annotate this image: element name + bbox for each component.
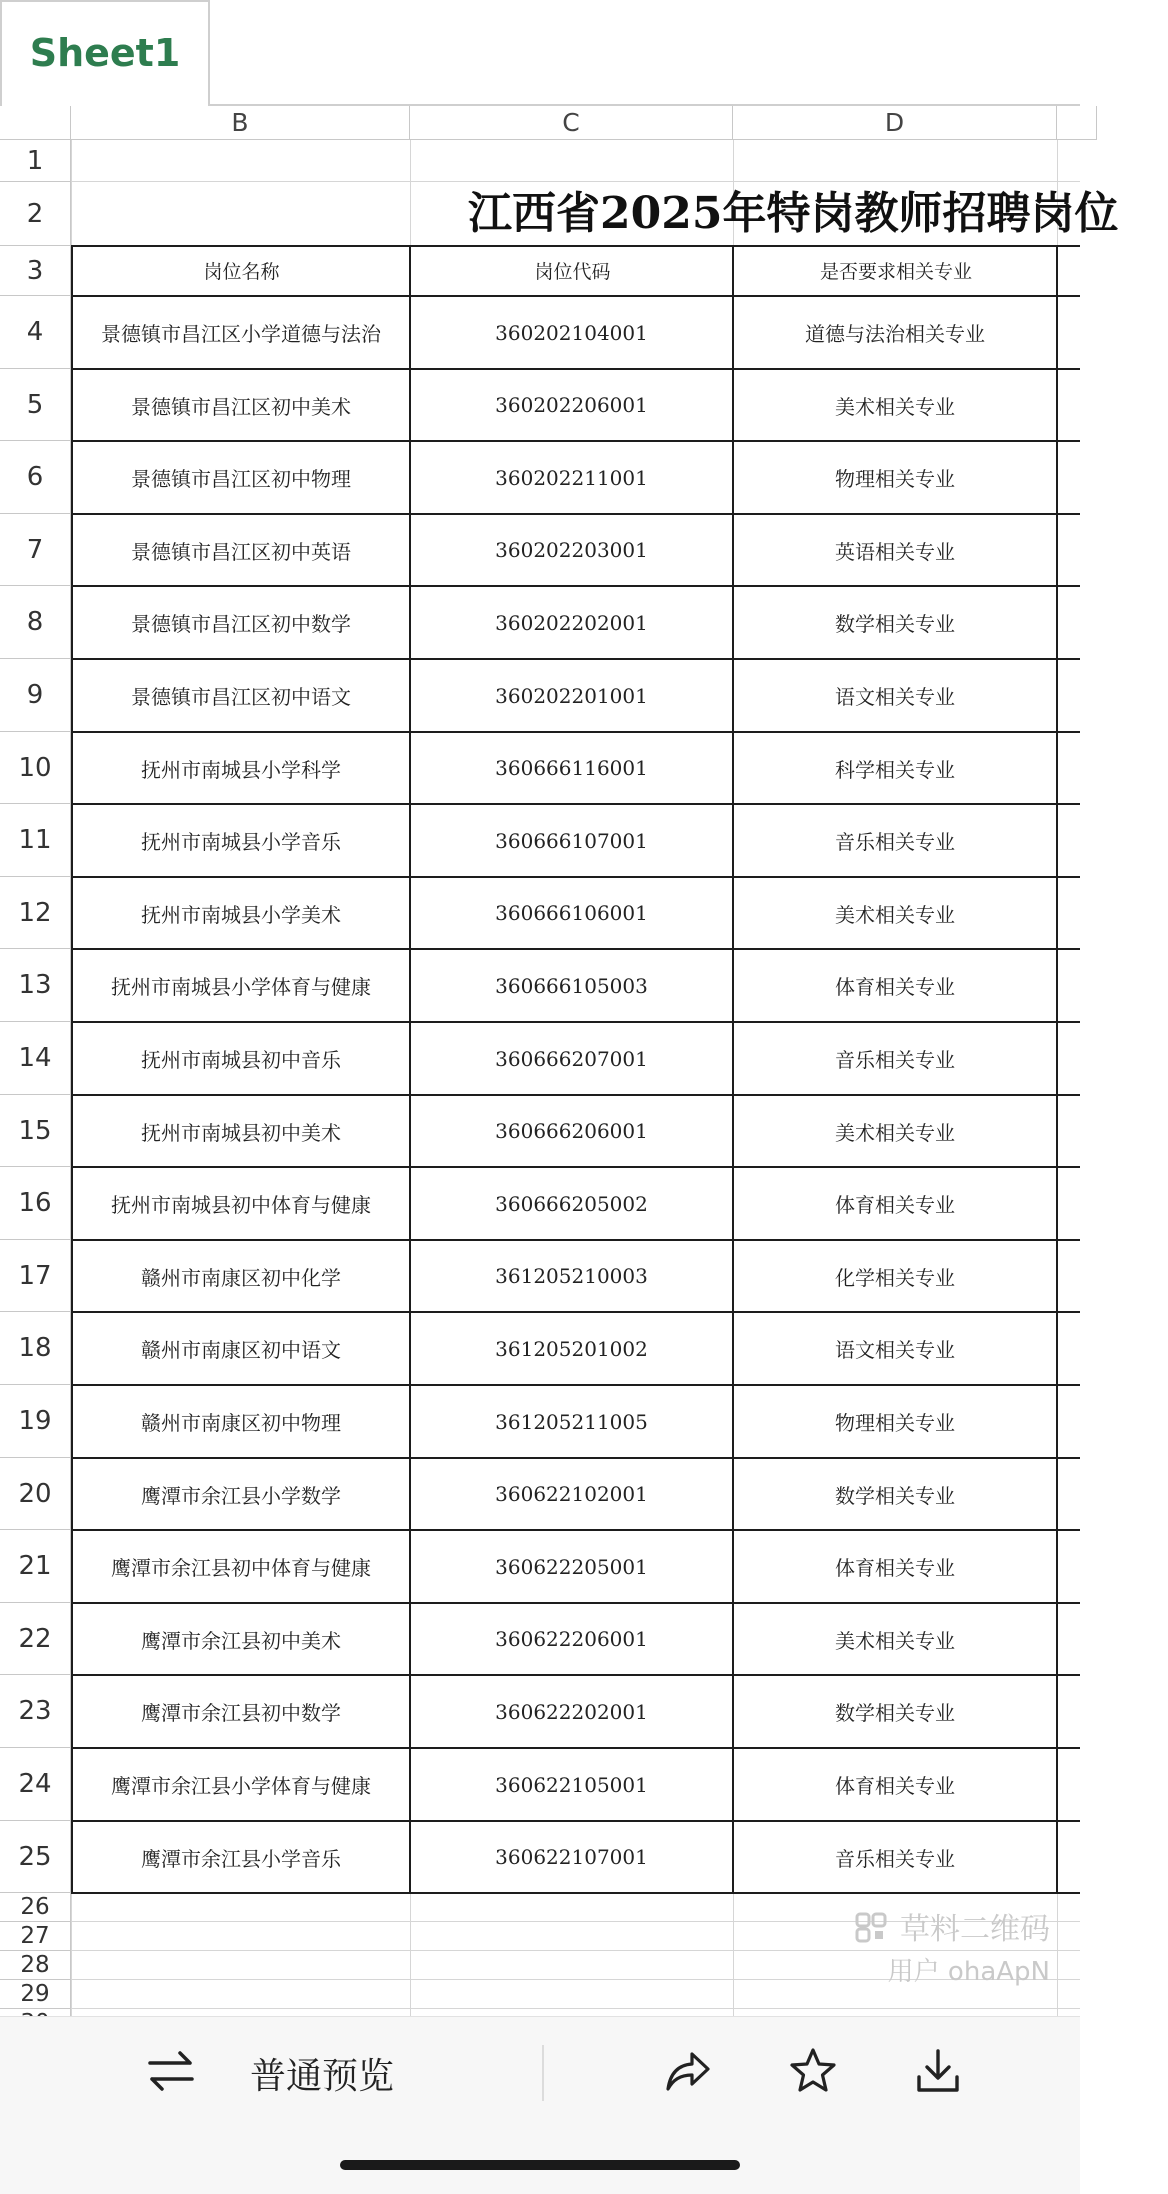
row-header[interactable]: 10 <box>0 732 71 804</box>
sheet-tab-sheet1[interactable] <box>0 0 210 104</box>
column-header-c[interactable]: C <box>410 106 733 140</box>
row-header[interactable]: 24 <box>0 1748 71 1821</box>
cell-major-required[interactable]: 音乐相关专业 <box>835 830 955 854</box>
cell-position-name[interactable]: 景德镇市昌江区初中美术 <box>131 394 351 419</box>
cell-position-code[interactable]: 360202203001 <box>495 538 648 562</box>
cell-position-name[interactable]: 鹰潭市余江县小学数学 <box>141 1483 341 1508</box>
row-header[interactable]: 19 <box>0 1385 71 1458</box>
cell-position-name[interactable]: 抚州市南城县初中美术 <box>141 1120 341 1145</box>
cell-position-name[interactable]: 抚州市南城县小学体育与健康 <box>111 975 371 999</box>
cell-position-name[interactable]: 景德镇市昌江区初中语文 <box>131 685 351 709</box>
cell-position-name[interactable]: 抚州市南城县小学音乐 <box>141 830 341 854</box>
cell-position-name[interactable]: 抚州市南城县初中体育与健康 <box>111 1193 371 1217</box>
share-button[interactable] <box>658 2045 718 2101</box>
cell-major-required[interactable]: 美术相关专业 <box>835 902 955 927</box>
row-header[interactable]: 13 <box>0 949 71 1022</box>
row-header[interactable]: 7 <box>0 514 71 586</box>
home-indicator[interactable] <box>340 2160 740 2170</box>
row-header[interactable]: 21 <box>0 1530 71 1603</box>
row-header[interactable]: 14 <box>0 1022 71 1095</box>
cell-position-name[interactable]: 赣州市南康区初中化学 <box>141 1265 341 1290</box>
cell-position-name[interactable]: 景德镇市昌江区初中数学 <box>131 612 351 636</box>
row-header[interactable]: 1 <box>0 140 71 182</box>
cell-position-code[interactable]: 360202206001 <box>495 393 648 417</box>
row-header[interactable]: 28 <box>0 1951 71 1980</box>
cell-major-required[interactable]: 体育相关专业 <box>835 1556 955 1580</box>
cell-position-code[interactable]: 360666106001 <box>495 901 648 925</box>
row-header[interactable]: 3 <box>0 246 71 296</box>
row-header[interactable]: 22 <box>0 1603 71 1675</box>
swap-button[interactable] <box>140 2045 202 2101</box>
header-cell-position-name[interactable]: 岗位名称 <box>203 261 280 283</box>
row-header[interactable]: 27 <box>0 1922 71 1951</box>
cell-position-code[interactable]: 360622205001 <box>495 1554 648 1579</box>
cell-position-name[interactable]: 鹰潭市余江县小学音乐 <box>141 1846 341 1871</box>
column-header-d[interactable]: D <box>733 106 1057 140</box>
cell-position-code[interactable]: 360666207001 <box>495 1046 648 1071</box>
row-header[interactable]: 26 <box>0 1893 71 1922</box>
watermark-user-text: 用户 ohaApN <box>887 1957 1050 1987</box>
cell-major-required[interactable]: 体育相关专业 <box>835 1774 955 1798</box>
cell-major-required[interactable]: 物理相关专业 <box>835 1411 955 1435</box>
row-header[interactable]: 15 <box>0 1095 71 1167</box>
corner-header[interactable] <box>0 106 71 140</box>
cell-major-required[interactable]: 物理相关专业 <box>835 467 955 491</box>
cell-position-code[interactable]: 360666205002 <box>495 1191 648 1216</box>
cell-major-required[interactable]: 化学相关专业 <box>835 1265 955 1290</box>
cell-position-name[interactable]: 抚州市南城县初中音乐 <box>141 1048 341 1072</box>
row-header[interactable]: 16 <box>0 1167 71 1240</box>
cell-position-name[interactable]: 抚州市南城县小学科学 <box>141 757 341 782</box>
cell-position-name[interactable]: 鹰潭市余江县小学体育与健康 <box>111 1774 371 1798</box>
cell-position-name[interactable]: 景德镇市昌江区初中英语 <box>131 539 351 564</box>
cell-position-name[interactable]: 抚州市南城县小学美术 <box>141 902 341 927</box>
toolbar-divider <box>542 2045 544 2101</box>
cell-major-required[interactable]: 音乐相关专业 <box>835 1048 955 1072</box>
cell-position-code[interactable]: 360202104001 <box>495 320 648 345</box>
sheet-tab-bar <box>0 0 1080 106</box>
header-cell-major-required[interactable]: 是否要求相关专业 <box>819 261 972 283</box>
cell-major-required[interactable]: 英语相关专业 <box>835 539 955 564</box>
cell-position-code[interactable]: 360666116001 <box>495 756 648 780</box>
cell-major-required[interactable]: 数学相关专业 <box>835 612 955 636</box>
cell-major-required[interactable]: 体育相关专业 <box>835 1193 955 1217</box>
row-header[interactable]: 6 <box>0 441 71 514</box>
cell-major-required[interactable]: 数学相关专业 <box>835 1701 955 1725</box>
cell-position-code[interactable]: 361205211005 <box>495 1409 648 1434</box>
qr-logo-icon <box>856 1912 900 1947</box>
sheet-tab-label: Sheet1 <box>29 31 181 75</box>
cell-position-code[interactable]: 360202211001 <box>495 465 648 490</box>
row-header[interactable]: 11 <box>0 804 71 877</box>
cell-position-name[interactable]: 鹰潭市余江县初中体育与健康 <box>111 1556 371 1580</box>
cell-major-required[interactable]: 美术相关专业 <box>835 394 955 419</box>
cell-position-code[interactable]: 360202201001 <box>495 683 648 708</box>
cell-position-code[interactable]: 360622206001 <box>495 1627 648 1651</box>
watermark-logo-text: 草料二维码 <box>856 1904 1050 1948</box>
cell-major-required[interactable]: 道德与法治相关专业 <box>805 322 985 346</box>
row-header[interactable]: 20 <box>0 1458 71 1530</box>
row-header[interactable]: 29 <box>0 1980 71 2009</box>
cell-position-name[interactable]: 赣州市南康区初中语文 <box>141 1338 341 1362</box>
cell-major-required[interactable]: 音乐相关专业 <box>835 1846 955 1871</box>
share-icon <box>664 2049 712 2097</box>
cell-position-name[interactable]: 鹰潭市余江县初中数学 <box>141 1701 341 1725</box>
favorite-button[interactable] <box>783 2045 843 2101</box>
row-header[interactable]: 2 <box>0 182 71 246</box>
column-header-b[interactable]: B <box>71 106 410 140</box>
gridline-horizontal <box>71 2008 1080 2009</box>
table-border-vertical <box>1056 245 1058 1894</box>
column-header-e[interactable] <box>1057 106 1097 140</box>
cell-position-code[interactable]: 360666107001 <box>495 828 648 853</box>
star-icon <box>788 2047 838 2099</box>
spreadsheet-grid[interactable] <box>0 106 1119 2015</box>
cell-position-code[interactable]: 361205210003 <box>495 1264 648 1288</box>
cell-position-code[interactable]: 360202202001 <box>495 610 648 635</box>
cell-position-name[interactable]: 景德镇市昌江区初中物理 <box>131 467 351 491</box>
download-icon <box>914 2047 962 2099</box>
cell-major-required[interactable]: 美术相关专业 <box>835 1628 955 1653</box>
swap-icon <box>146 2049 196 2097</box>
row-header[interactable]: 8 <box>0 586 71 659</box>
cell-major-required[interactable]: 语文相关专业 <box>835 1338 955 1362</box>
row-header[interactable]: 4 <box>0 296 71 369</box>
cell-major-required[interactable]: 数学相关专业 <box>835 1483 955 1508</box>
download-button[interactable] <box>908 2045 968 2101</box>
row-header[interactable]: 25 <box>0 1821 71 1893</box>
cell-position-code[interactable]: 360622102001 <box>495 1482 648 1506</box>
cell-major-required[interactable]: 科学相关专业 <box>835 757 955 782</box>
row-header[interactable]: 17 <box>0 1240 71 1312</box>
cell-position-code[interactable]: 360666206001 <box>495 1119 648 1143</box>
row-header[interactable]: 23 <box>0 1675 71 1748</box>
sheet-title[interactable]: 江西省2025年特岗教师招聘岗位 <box>468 188 1119 239</box>
normal-preview-button[interactable] <box>232 2045 412 2101</box>
header-cell-position-code[interactable]: 岗位代码 <box>534 261 611 283</box>
cell-position-code[interactable]: 361205201002 <box>495 1336 648 1361</box>
cell-major-required[interactable]: 语文相关专业 <box>835 685 955 709</box>
row-header[interactable]: 5 <box>0 369 71 441</box>
normal-preview-label: 普通预览 <box>249 2055 394 2097</box>
cell-major-required[interactable]: 美术相关专业 <box>835 1120 955 1145</box>
cell-position-name[interactable]: 鹰潭市余江县初中美术 <box>141 1628 341 1653</box>
row-header[interactable]: 18 <box>0 1312 71 1385</box>
cell-position-code[interactable]: 360622202001 <box>495 1699 648 1724</box>
cell-position-name[interactable]: 景德镇市昌江区小学道德与法治 <box>101 322 381 346</box>
cell-position-code[interactable]: 360622105001 <box>495 1772 648 1797</box>
cell-position-name[interactable]: 赣州市南康区初中物理 <box>141 1411 341 1435</box>
cell-major-required[interactable]: 体育相关专业 <box>835 975 955 999</box>
cell-position-code[interactable]: 360622107001 <box>495 1845 648 1869</box>
row-header[interactable]: 12 <box>0 877 71 949</box>
cell-position-code[interactable]: 360666105003 <box>495 973 648 998</box>
table-border-horizontal <box>71 1892 1080 1894</box>
row-header[interactable]: 9 <box>0 659 71 732</box>
